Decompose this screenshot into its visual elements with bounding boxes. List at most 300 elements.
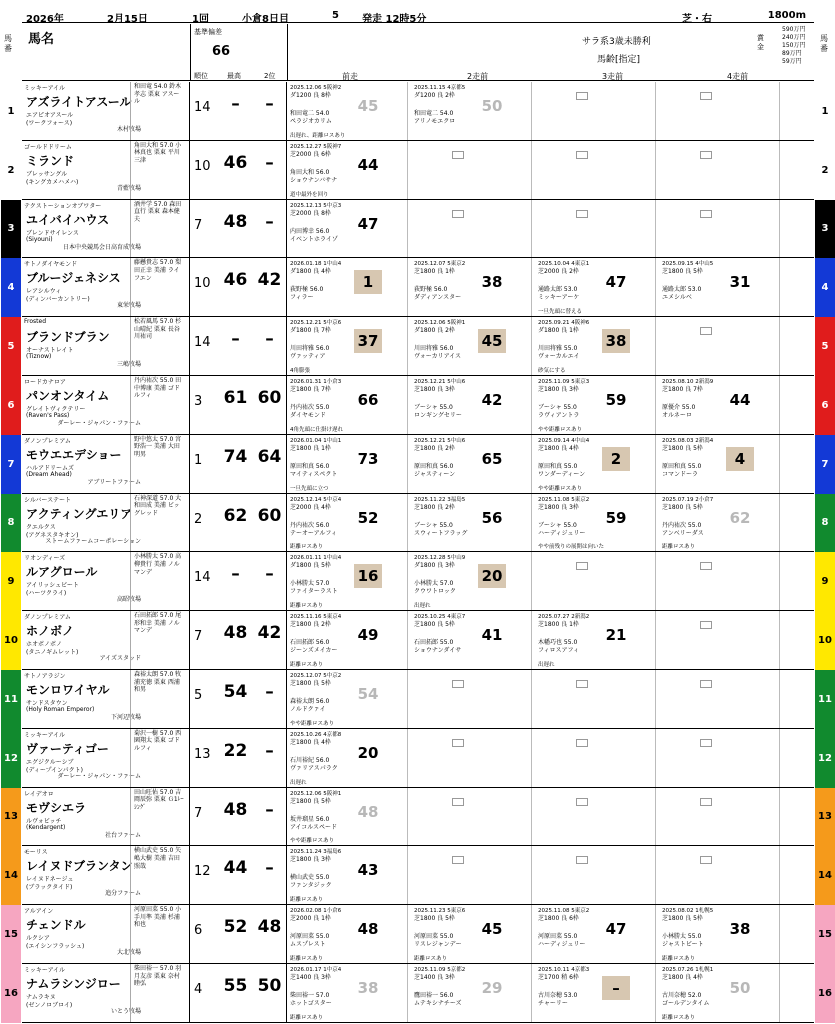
index-second: – (265, 211, 274, 232)
prev-race-jockey: 木幡巧也 55.0 (538, 639, 578, 647)
index-rank: 7 (194, 629, 203, 645)
prev-race-jockey: 和田竜二 54.0 (290, 110, 330, 117)
index-block (192, 964, 287, 1022)
prev-race-course: 芝2000 良 4枠 (290, 503, 331, 511)
index-block (192, 552, 287, 610)
prev-race[interactable] (412, 435, 532, 493)
dam-sire-name: (エイシンフラッシュ) (26, 943, 85, 951)
horse-info (22, 729, 190, 787)
index-max: 54 (223, 682, 248, 702)
race-date: 2月15日 (107, 14, 148, 25)
row-body (22, 846, 814, 905)
prev-race[interactable] (288, 552, 408, 610)
prev-race[interactable] (288, 788, 408, 846)
dam-sire-name: (Holy Roman Emperor) (26, 706, 95, 713)
column-header (22, 24, 814, 81)
prize-1: 590万円 (782, 26, 806, 33)
index-label: 基準偏差 (194, 28, 222, 36)
prev-race-course: 芝1800 良 5枠 (662, 915, 703, 923)
prev-race-empty (536, 141, 656, 199)
jockey-trainer: 森裕太朗 57.0 牧浦充徳 栗東 西浦和男 (134, 671, 182, 694)
index-max: – (231, 329, 240, 350)
prev-race-jockey: 通路太郎 53.0 (662, 286, 702, 294)
umaban-badge-left: 15 (1, 905, 21, 964)
prev-race-note: 一旦先頭に替える (538, 309, 583, 316)
umaban-badge-left: 10 (1, 611, 21, 670)
prev-race-note: 距離ロスあり (290, 544, 324, 551)
prev-race[interactable] (288, 317, 408, 375)
prev-race-course: ダ1200 良 2枠 (414, 92, 455, 99)
index-second: – (265, 799, 274, 820)
prev-race-winner: フィラー (290, 294, 314, 302)
horse-row (0, 317, 835, 376)
prev-race-date: 2025.11.09 5京都2 (414, 967, 466, 973)
prev-race-course: 芝1800 良 2枠 (414, 503, 455, 511)
breeder-name: 大北牧場 (116, 949, 141, 957)
prev-race-score: 50 (729, 979, 751, 997)
horse-row (0, 494, 835, 553)
prev-race[interactable] (536, 435, 656, 493)
prev-race-winner: ユメシルベ (662, 294, 692, 302)
prev-race-jockey: 内田博幸 56.0 (290, 227, 330, 235)
prev-race-winner: ハーディジュリー (538, 529, 586, 537)
prev-race-note: 距離ロスあり (290, 1014, 324, 1021)
sire-name: テクストーションオブワター (24, 202, 102, 210)
prev-race[interactable] (288, 200, 408, 258)
prev-race-jockey: 古川奈穂 53.0 (538, 992, 578, 999)
breeder-name: 高昭牧場 (116, 596, 141, 604)
prev-race-winner: リスレジャンデー (414, 941, 462, 949)
umaban-badge-left: 3 (1, 200, 21, 259)
prev-race[interactable] (288, 494, 408, 552)
prev-race-course: 芝2000 良 8枠 (290, 209, 331, 217)
prev-race-date: 2025.11.15 4京都5 (414, 85, 466, 91)
umaban-badge-left: 6 (1, 376, 21, 435)
breeder-name: 社台ファーム (105, 831, 141, 839)
horse-info (22, 964, 190, 1022)
prev-race[interactable] (288, 846, 408, 904)
prev-race[interactable] (288, 376, 408, 434)
index-block (192, 82, 287, 140)
prev-race-date: 2025.12.07 5東京2 (414, 261, 466, 268)
horse-name[interactable]: ホノボノ (26, 624, 75, 639)
prev-race-course: 芝1800 良 5枠 (290, 680, 331, 687)
sire-name: モーリス (24, 849, 48, 857)
dam-name: グレイトヴィクテリー (26, 406, 86, 413)
prev-race-empty (412, 200, 532, 258)
dam-sire-name: (ブラックタイド) (26, 884, 73, 892)
race-number: 5 (332, 10, 339, 21)
prev-race-empty (536, 200, 656, 258)
horse-row (0, 846, 835, 905)
index-rank: 2 (194, 511, 203, 527)
row-body (22, 552, 814, 611)
prev-race[interactable] (288, 964, 408, 1022)
index-max: 48 (223, 799, 248, 820)
dam-name: ルクシア (26, 935, 50, 943)
prev-race-course: 芝1800 良 7枠 (290, 386, 331, 393)
prev-race[interactable] (288, 435, 408, 493)
breeder-name: アイズスタッド (99, 655, 141, 663)
breeder-name: 日本中央競馬会日高育成牧場 (62, 243, 141, 251)
prev-race[interactable] (660, 494, 780, 552)
prev-race-jockey: 河原田菜 55.0 (538, 933, 578, 941)
breeder-name: 三嶋牧場 (116, 361, 141, 369)
prev-race[interactable] (536, 317, 656, 375)
prev-race-winner: ヴァリアスパラク (290, 764, 338, 772)
prev-race-winner: ヴォーカルエイ (538, 353, 580, 361)
dam-sire-name: (Tiznow) (26, 353, 52, 361)
prev-race-score: 21 (605, 626, 627, 645)
prev-race-empty (536, 846, 656, 904)
prev-race-note: 4角膨張 (290, 367, 310, 374)
umaban-label-left: 馬番 (4, 34, 12, 53)
horse-info (22, 905, 190, 963)
prev-race[interactable] (536, 258, 656, 316)
index-max: – (231, 564, 240, 585)
umaban-badge-right: 13 (815, 788, 835, 847)
prev-race-empty (660, 670, 780, 728)
prev-race-score: 59 (605, 508, 627, 527)
prev-race[interactable] (660, 376, 780, 434)
prev-race-date: 2025.12.13 5中京3 (290, 202, 342, 209)
dam-name: ブレンドサイレンス (26, 229, 79, 237)
prize-4: 89万円 (782, 50, 802, 57)
prev-race-course: 芝1800 良 2枠 (290, 621, 331, 629)
dam-sire-name: (ディープインパクト) (26, 766, 83, 774)
prev-race[interactable] (288, 258, 408, 316)
horse-row (0, 611, 835, 670)
horse-name[interactable]: ナムラシンジロー (26, 977, 121, 991)
prev-race-winner: コマンドーラ (662, 470, 699, 478)
index-max: – (231, 94, 240, 114)
prev-race-date: 2025.07.27 2新潟2 (538, 614, 590, 621)
prev-race[interactable] (536, 494, 656, 552)
prev-race-note: 距離ロスあり (414, 955, 448, 962)
prev-race-score: 59 (605, 391, 627, 409)
horse-info (22, 788, 190, 846)
prev-race-score: 65 (481, 449, 503, 468)
prev-race-jockey: 原田和真 56.0 (290, 462, 330, 470)
prev-race[interactable] (412, 611, 532, 669)
index-max: 74 (223, 446, 248, 467)
prev-race-winner: ジャストビート (662, 941, 704, 949)
prev-race-empty (412, 846, 532, 904)
prev-race-score: 20 (478, 564, 506, 588)
prev-race-jockey: 丹内祐次 56.0 (290, 521, 330, 529)
prev-race-score: 50 (481, 97, 503, 115)
horse-info (22, 670, 190, 728)
sire-name: サトノダイヤモンド (24, 261, 78, 269)
dam-sire-name: (Kendargent) (26, 823, 66, 831)
umaban-badge-left: 12 (1, 729, 21, 788)
prev-race-jockey: 原田和真 55.0 (662, 462, 702, 470)
prev-race[interactable] (412, 552, 532, 610)
prev-race-empty (660, 788, 780, 846)
dam-sire-name: (ゼンノロブロイ) (26, 1002, 73, 1009)
horse-name[interactable]: ヴァーティゴー (26, 741, 109, 756)
horse-row (0, 729, 835, 788)
prize-2: 240万円 (782, 34, 806, 41)
prev-race[interactable] (288, 670, 408, 728)
index-block (192, 376, 287, 434)
dam-sire-name: (アグネスタキオン) (26, 531, 79, 539)
row-body (22, 494, 814, 553)
prev-race-note: やや距離ロスあり (290, 838, 335, 845)
prev-race-course: 芝2000 良 2枠 (538, 268, 579, 276)
horse-name[interactable]: モンロワイヤル (26, 683, 110, 697)
prev-race-date: 2025.09.14 4中山4 (538, 437, 590, 444)
jockey-trainer: 河原田菜 55.0 小手川準 美浦 杉浦和也 (134, 906, 182, 929)
horse-info (22, 552, 190, 610)
dam-name: レアシルウィ (26, 288, 62, 296)
dam-sire-name: (ワークフォース) (26, 120, 73, 127)
prev-race-note: 距離ロスあり (290, 603, 324, 610)
index-second: – (265, 152, 274, 173)
prev-race-jockey: 川田将雅 56.0 (414, 345, 454, 353)
jockey-trainer: 菊沢一樹 57.0 西園翔太 栗東 ゴドルフィ (134, 729, 182, 752)
index-block (192, 141, 287, 199)
prev-race[interactable] (412, 258, 532, 316)
prev-race[interactable] (660, 964, 780, 1022)
prev-race-jockey: 横山武史 55.0 (290, 874, 330, 882)
prev-race-jockey: 古川奈穂 52.0 (662, 992, 702, 999)
horse-name[interactable]: アズライトアスール (26, 95, 132, 109)
prev-race-jockey: 丹内祐次 55.0 (662, 521, 702, 529)
horse-name[interactable]: パンオンタイム (26, 389, 110, 403)
prev-race-course: ダ1200 良 8枠 (290, 92, 331, 99)
prev-race-winner: クウワトロック (414, 588, 456, 596)
prev-race-date: 2025.11.09 5東京3 (538, 379, 590, 385)
prev-race[interactable] (536, 905, 656, 963)
umaban-badge-right: 12 (815, 729, 835, 788)
prev-race-empty (660, 729, 780, 787)
horse-name[interactable]: チェンドル (26, 918, 86, 933)
horse-name[interactable]: レイヌドブランタン (26, 859, 133, 874)
prev-race-score: 38 (481, 273, 503, 292)
index-second: – (265, 858, 274, 879)
horse-row (0, 200, 835, 259)
sire-name: ロードカナロア (24, 379, 66, 386)
index-second: – (265, 94, 274, 114)
prev-race[interactable] (536, 611, 656, 669)
jockey-trainer: 石神深道 57.0 大和田成 美浦 ビッグレッド (134, 494, 182, 517)
prev-race-score: 38 (357, 979, 379, 997)
umaban-badge-right: 6 (815, 376, 835, 435)
prev-race-jockey: 小林勝太 57.0 (414, 580, 454, 588)
prev-race[interactable] (412, 494, 532, 552)
prev-race-empty (536, 788, 656, 846)
index-max: 48 (223, 623, 248, 644)
prev-race-course: 芝1800 良 2枠 (414, 444, 455, 452)
prev-race-winner: ゴールデンタイム (662, 1000, 710, 1007)
prev-race-course: 芝2000 良 1枠 (290, 915, 331, 923)
prev-race[interactable] (660, 435, 780, 493)
prev-race-date: 2026.01.17 1中京4 (290, 967, 342, 973)
horse-row (0, 964, 835, 1023)
sire-name: リオンディーズ (24, 555, 66, 563)
prev-race-winner: チャーリー (538, 1000, 568, 1007)
prev-race[interactable] (660, 905, 780, 963)
prev-race-jockey: 鷹田裕一 56.0 (414, 992, 454, 999)
index-max: 61 (223, 388, 248, 408)
dam-name: エアピオアスール (26, 112, 74, 119)
dam-name: ハルアドリームズ (26, 464, 75, 472)
breeder-name: 青藍牧場 (116, 184, 141, 192)
prev-race-empty (660, 611, 780, 669)
prev-race-score: 43 (357, 861, 379, 880)
prev-race-winner: フィロスアフィ (538, 647, 580, 655)
prev-race-date: 2025.11.08 5東京2 (538, 496, 590, 503)
index-block (192, 729, 287, 787)
horse-name[interactable]: ブランドブラン (26, 330, 110, 345)
prev-race-course: 芝2000 良 6枠 (290, 150, 331, 158)
prev-race[interactable] (288, 905, 408, 963)
prev2-label: 2走前 (467, 72, 489, 81)
index-max: 46 (223, 152, 248, 173)
index-second: 42 (257, 623, 282, 644)
prev-race-note: 距離ロスあり (662, 544, 696, 551)
prev-race-score: 4 (726, 447, 754, 471)
prev-race-note: 距離ロスあり (662, 1014, 696, 1021)
prev-race[interactable] (660, 258, 780, 316)
prev-race-winner: ヴァッティア (290, 353, 326, 361)
index-block (192, 494, 287, 552)
breeder-name: いとう牧場 (110, 1008, 141, 1015)
prev-race-score: 73 (357, 449, 379, 468)
breeder-name: 東栄牧場 (116, 302, 141, 310)
jockey-trainer: 酒井学 57.0 森田直行 栗東 森本健夫 (134, 200, 182, 223)
prev-race[interactable] (412, 964, 532, 1022)
umaban-badge-right: 3 (815, 200, 835, 259)
prev-race[interactable] (288, 729, 408, 787)
prev-race-course: ダ1800 良 1枠 (538, 327, 579, 335)
dam-name: ナムラキヌ (26, 994, 56, 1001)
prev-race-note: 4角先頭に仕掛け遅れ (290, 426, 343, 433)
index-second: 42 (257, 270, 282, 291)
horse-info (22, 846, 190, 904)
prev-race-jockey: 角田大和 56.0 (290, 168, 330, 176)
prev-race[interactable] (412, 317, 532, 375)
horse-name[interactable]: ルアグロール (26, 565, 98, 580)
prev-race-score: 48 (357, 920, 379, 939)
prize-5: 59万円 (782, 58, 802, 65)
horse-name[interactable]: ブルージェネシス (26, 271, 121, 286)
sire-name: Frosted (24, 318, 46, 326)
umaban-badge-left: 8 (1, 494, 21, 553)
index-rank: 10 (194, 276, 211, 292)
prev-race[interactable] (412, 905, 532, 963)
prev-race[interactable] (536, 964, 656, 1022)
sire-name: レイデオロ (24, 790, 54, 798)
index-rank: 14 (194, 100, 211, 115)
prev-race-date: 2025.12.14 5中京4 (290, 496, 342, 503)
prev-race-empty (660, 846, 780, 904)
prev-race-jockey: 河原田菜 55.0 (414, 933, 454, 941)
row-body (22, 788, 814, 847)
horse-row (0, 82, 835, 141)
prev-race[interactable] (288, 82, 408, 140)
prev-race-jockey: ブーシャ 55.0 (414, 404, 453, 411)
prev1-label: 前走 (342, 72, 358, 81)
row-body (22, 376, 814, 435)
umaban-badge-right: 11 (815, 670, 835, 729)
horse-name[interactable]: アクティングエリア (26, 506, 133, 521)
index-rank: 3 (194, 394, 203, 409)
prev-race-winner: ダディアンスター (414, 294, 462, 302)
prev-race[interactable] (288, 611, 408, 669)
prev-race-score: 47 (357, 214, 379, 233)
prev-race-score: 42 (481, 391, 503, 409)
prize-label: 賞金 (757, 34, 764, 51)
prev-race[interactable] (412, 82, 532, 140)
prev-race-note: 距離ロスあり (290, 897, 324, 904)
dam-sire-name: (Dream Ahead) (26, 470, 72, 478)
horse-name[interactable]: ミランド (26, 153, 75, 168)
dam-name: レイヌドネージュ (26, 876, 74, 884)
dam-name: ルヴォビッチ (26, 817, 62, 825)
umaban-badge-right: 9 (815, 552, 835, 611)
sire-name: ダノンプレミアム (24, 437, 71, 445)
umaban-badge-left: 16 (1, 964, 21, 1023)
prev-race-score: 31 (729, 273, 751, 292)
umaban-badge-right: 4 (815, 258, 835, 317)
rank-label: 順位 (194, 72, 208, 80)
horse-name[interactable]: モウエエデショー (26, 447, 122, 462)
prev-race-score: 56 (481, 508, 503, 527)
prev-race-jockey: 原優介 55.0 (662, 404, 696, 411)
prev-race-jockey: 森裕太朗 56.0 (290, 698, 330, 705)
dam-sire-name: (タニノギムレット) (26, 649, 79, 657)
umaban-badge-left: 1 (1, 82, 21, 141)
prev-race-winner: オルネーロ (662, 412, 692, 419)
prev-race-date: 2025.10.11 4京都3 (538, 967, 590, 973)
distance: 1800m (767, 10, 806, 21)
index-rank: 10 (194, 158, 211, 174)
horse-name[interactable]: モヴシエラ (26, 800, 87, 815)
index-rank: 6 (194, 923, 203, 939)
row-body (22, 670, 814, 729)
sire-name: ミッキーアイル (24, 85, 66, 92)
row-body (22, 611, 814, 670)
prev-race-score: 49 (357, 626, 379, 645)
prev-race-winner: ヴォーカリアイス (414, 353, 462, 361)
name-label: 馬名 (28, 32, 55, 47)
prev-race-date: 2025.12.06 5阪神2 (290, 85, 342, 91)
prev-race-score: 41 (481, 626, 503, 645)
prev-race[interactable] (288, 141, 408, 199)
horse-info (22, 376, 190, 434)
prev-race-note: 道中最外を回り (290, 191, 329, 198)
post-time: 発走 12時5分 (362, 14, 427, 25)
prev-race-winner: ダイヤモンド (290, 412, 326, 419)
prev-race-winner: イベントホライゾ (290, 235, 338, 243)
prev-race-jockey: 川田将雅 55.0 (538, 345, 578, 353)
horse-name[interactable]: ユイバイハウス (26, 212, 110, 227)
row-body (22, 729, 814, 788)
prev-race-course: 芝1800 良 5枠 (662, 503, 703, 511)
index-rank: 12 (194, 864, 211, 880)
umaban-badge-left: 13 (1, 788, 21, 847)
prev-race-date: 2025.11.08 5東京2 (538, 908, 590, 915)
prev-race[interactable] (412, 376, 532, 434)
umaban-badge-right: 5 (815, 317, 835, 376)
prev-race[interactable] (536, 376, 656, 434)
prev3-label: 3走前 (602, 72, 624, 81)
row-body (22, 82, 814, 141)
index-block (192, 788, 287, 846)
prev-race-score: 16 (354, 564, 382, 588)
